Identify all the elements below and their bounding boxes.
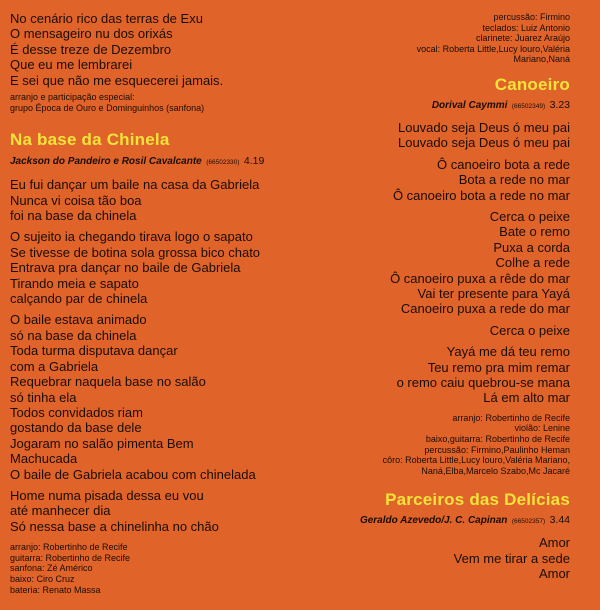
lyric-line: Amor — [538, 535, 570, 551]
song-byline-canoeiro — [280, 95, 570, 113]
credit-line: arranjo: Robertinho de Recife — [452, 412, 570, 423]
duration: 3.23 — [549, 98, 570, 111]
lyric-line: Colhe a rede — [495, 255, 570, 271]
lyric-line: só na base da chinela — [10, 327, 137, 343]
lyric-line: Ô canoeiro puxa a rêde do mar — [390, 270, 570, 286]
lyric-line: Louvado seja Deus ó meu pai — [397, 119, 570, 135]
lyric-line: Puxa a corda — [493, 239, 570, 255]
lyric-line: O mensageiro nu dos orixás — [10, 26, 173, 42]
lyric-line: Só nessa base a chinelinha no chão — [10, 518, 219, 534]
lyric-line: Jogaram no salão pimenta Bem — [10, 435, 194, 451]
lyric-line: Entrava pra dançar no baile de Gabriela — [10, 260, 241, 276]
lyric-line: gostando da base dele — [10, 420, 142, 436]
lyric-line: com a Gabriela — [10, 358, 99, 374]
lyrics-parceiros — [280, 535, 570, 581]
credit-line: arranjo: Robertinho de Recife — [10, 542, 128, 553]
lyric-line: Teu remo pra mim remar — [427, 359, 570, 375]
catalog-code: (66502349) — [511, 102, 546, 110]
credit-line: grupo Época de Ouro e Dominguinhos (sanfona) — [10, 102, 205, 113]
lyric-line: Lá em alto mar — [483, 390, 570, 406]
lyric-line: O baile estava animado — [10, 312, 147, 328]
lyric-line: Bota a rede no mar — [458, 172, 570, 188]
credit-line: baixo: Ciro Cruz — [10, 573, 75, 584]
lyric-line: Todos convidados riam — [10, 404, 143, 420]
song-title-canoeiro: Canoeiro — [494, 74, 570, 94]
lyric-line: Bate o remo — [499, 224, 570, 240]
lyric-line: o remo caiu quebrou-se mana — [396, 375, 570, 391]
lyric-line: Toda turma disputava dançar — [10, 343, 178, 359]
song-title-parceiros: Parceiros das Delícias — [385, 490, 570, 510]
credit-line: bateria: Renato Massa — [10, 584, 101, 595]
credit-line: violão: Lenine — [514, 423, 570, 434]
credit-line: percussão: Firmino — [493, 12, 570, 22]
credit-line: clarinete: Juarez Araújo — [475, 33, 570, 44]
catalog-code: (66502357) — [511, 518, 546, 526]
credit-line: guitarra: Robertinho de Recife — [10, 552, 131, 563]
lyric-line: Requebrar naquela base no salão — [10, 374, 206, 390]
lyric-line: Cerca o peixe — [489, 209, 570, 224]
composer: Geraldo Azevedo/J. C. Capinan — [359, 515, 508, 527]
lyric-line: Amor — [538, 566, 570, 582]
lyric-line: É desse treze de Dezembro — [10, 41, 172, 57]
lyric-line: Louvado seja Deus ó meu pai — [397, 135, 570, 151]
lyric-line: Que eu me lembrarei — [10, 57, 133, 73]
lyric-line: Yayá me dá teu remo — [446, 344, 570, 360]
duration: 3.44 — [549, 514, 570, 527]
credits-chinela — [10, 542, 310, 595]
lyric-line: Se tivesse de botina sola grossa bico chato — [10, 244, 261, 260]
top-credits — [280, 12, 570, 65]
lyric-line: Ô canoeiro bota a rede — [437, 156, 570, 172]
intro-credits — [10, 92, 310, 113]
lyric-line: Nunca vi coisa tão boa — [10, 192, 142, 208]
lyric-line: só tinha ela — [10, 389, 77, 405]
credit-line: Naná,Elba,Marcelo Szabo,Mc Jacaré — [421, 465, 570, 476]
lyric-line: Tirando meia e sapato — [10, 275, 139, 291]
credit-line: percussão: Firmino,Paulinho Heman — [424, 444, 570, 455]
lyric-line: Home numa pisada dessa eu vou — [10, 487, 204, 503]
credit-line: côro: Roberta Little,Lucy louro,Valéria Mariano, — [382, 455, 570, 466]
composer: Dorival Caymmi — [431, 99, 508, 111]
lyric-line: No cenário rico das terras de Exu — [10, 11, 203, 26]
credit-line: teclados: Luiz Antonio — [482, 22, 570, 33]
lyric-line: E sei que não me esquecerei jamais. — [10, 72, 224, 88]
lyric-line: até manhecer dia — [10, 503, 111, 519]
credit-line: Mariano,Naná — [513, 54, 570, 65]
credit-line: vocal: Roberta Little,Lucy louro,Valéria — [416, 43, 570, 54]
lyric-line: Cerca o peixe — [489, 322, 570, 338]
lyric-line: Vai ter presente para Yayá — [417, 286, 570, 302]
lyric-line: O sujeito ia chegando tirava logo o sapato — [10, 229, 253, 245]
left-column — [10, 0, 310, 595]
song-title-chinela: Na base da Chinela — [10, 130, 170, 150]
credit-line: arranjo e participação especial: — [10, 92, 135, 103]
lyric-line: foi na base da chinela — [10, 208, 137, 224]
duration: 4.19 — [243, 155, 265, 168]
lyric-line: Eu fui dançar um baile na casa da Gabriela — [10, 177, 260, 193]
credit-line: sanfona: Zé Américo — [10, 563, 93, 574]
credit-line: baixo,guitarra: Robertinho de Recife — [425, 434, 570, 445]
catalog-code: (66502330) — [206, 159, 240, 167]
lyric-line: O baile de Gabriela acabou com chinelada — [10, 466, 256, 482]
credits-canoeiro — [280, 413, 570, 477]
song-byline-parceiros — [280, 510, 570, 528]
lyric-line: Vem me tirar a sede — [453, 550, 570, 566]
right-column — [280, 0, 570, 582]
lyric-line: Ô canoeiro bota a rede no mar — [392, 187, 570, 203]
intro-lyrics — [10, 11, 310, 88]
lyric-line: Machucada — [10, 451, 78, 467]
lyrics-canoeiro — [280, 120, 570, 406]
lyric-line: calçando par de chinela — [10, 291, 148, 307]
song-byline-chinela — [10, 151, 310, 169]
composer: Jackson do Pandeiro e Rosil Cavalcante — [10, 156, 202, 168]
lyrics-chinela — [10, 177, 310, 534]
lyric-line: Canoeiro puxa a rede do mar — [400, 301, 570, 317]
